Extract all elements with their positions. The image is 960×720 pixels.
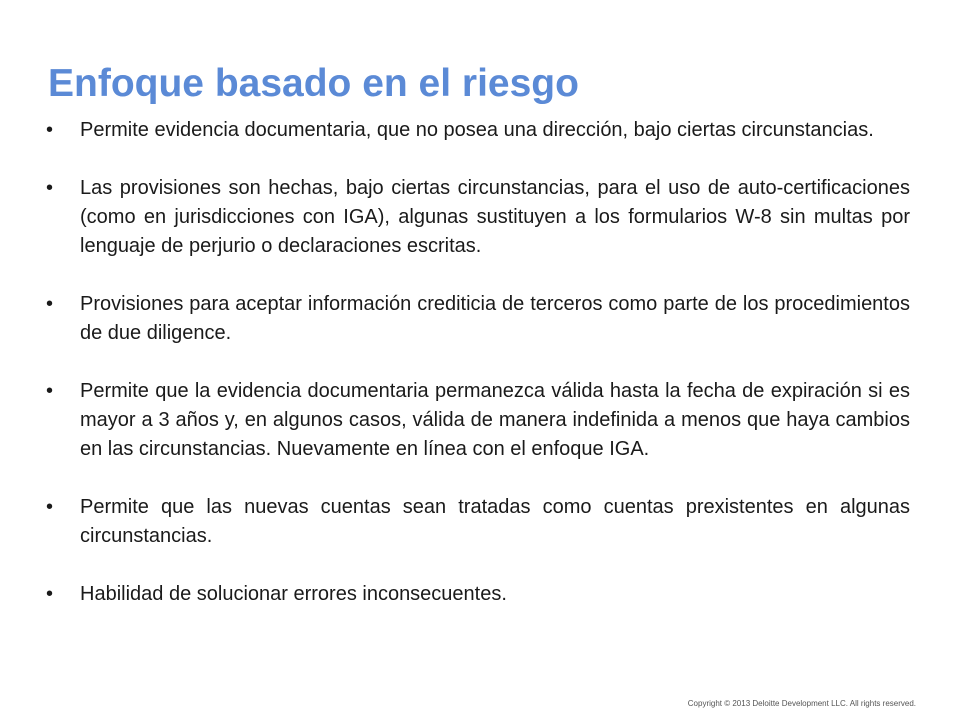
- bullet-item: [40, 174, 910, 261]
- bullet-text: Permite evidencia documentaria, que no posea una dirección, bajo ciertas circunstancias.: [80, 119, 874, 141]
- bullet-item: [40, 493, 910, 551]
- bullet-item: [40, 116, 910, 145]
- bullet-text: Las provisiones son hechas, bajo ciertas circunstancias, para el uso de auto-certificaciones (como en jurisdicciones con IGA), algunas sustituyen a los formularios W-8 sin multas por lenguaje de perjurio o declaraciones escritas.: [80, 177, 910, 257]
- bullet-dot-icon: •: [46, 496, 54, 518]
- bullet-text: Provisiones para aceptar información crediticia de terceros como parte de los procedimientos de due diligence.: [80, 293, 910, 344]
- bullet-item: [40, 580, 910, 609]
- bullet-list: [40, 116, 910, 609]
- bullet-text: Permite que las nuevas cuentas sean tratadas como cuentas prexistentes en algunas circunstancias.: [80, 496, 910, 547]
- bullet-dot-icon: •: [46, 583, 54, 605]
- bullet-text: Habilidad de solucionar errores inconsecuentes.: [80, 583, 507, 605]
- bullet-text: Permite que la evidencia documentaria permanezca válida hasta la fecha de expiración si es mayor a 3 años y, en algunos casos, válida de manera indefinida a menos que haya cambios en las circunstancias. Nuevamente en línea con el enfoque IGA.: [80, 380, 910, 460]
- bullet-dot-icon: •: [46, 119, 54, 141]
- bullet-item: [40, 290, 910, 348]
- slide-title: Enfoque basado en el riesgo: [48, 62, 579, 105]
- bullet-dot-icon: •: [46, 293, 54, 315]
- copyright-notice: Copyright © 2013 Deloitte Development LLC. All rights reserved.: [687, 699, 916, 708]
- bullet-dot-icon: •: [46, 177, 54, 199]
- bullet-dot-icon: •: [46, 380, 54, 402]
- bullet-item: [40, 377, 910, 464]
